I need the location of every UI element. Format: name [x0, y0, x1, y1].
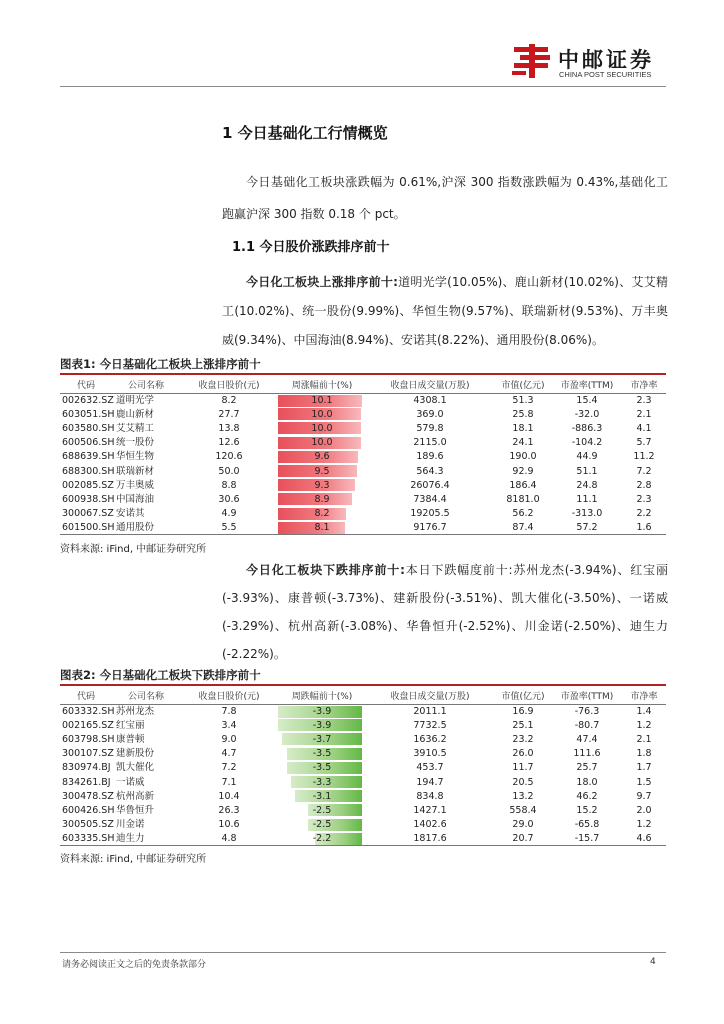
table-cell: 51.3: [512, 394, 534, 406]
table-row: [60, 775, 666, 789]
table-cell: 600426.SH: [62, 804, 115, 816]
up-ranking-text: 道明光学(10.05%)、鹿山新材(10.02%)、艾艾精工(10.02%)、统一股份(9.99%)、华恒生物(9.57%)、联瑞新材(9.53%)、万丰奥威(9.34%)、中国海油(8.94%)、安诺其(8.22%)、通用股份(8.06%)。: [222, 275, 668, 347]
table-header-cell: 市值(亿元): [494, 377, 552, 393]
table-cell: 中国海油: [116, 493, 155, 505]
table-row: [60, 464, 666, 478]
table-cell: 3910.5: [413, 748, 447, 760]
table-cell: 1.2: [636, 719, 652, 731]
table-cell: 369.0: [416, 408, 444, 420]
footer-divider: [60, 952, 666, 953]
table-cell: 万丰奥威: [116, 479, 155, 491]
table-cell: 迪生力: [112, 832, 180, 846]
change-bar-cell: [278, 704, 366, 718]
table-row: [60, 761, 666, 775]
table-cell: 834.8: [416, 790, 444, 802]
table2-header-row: [60, 688, 666, 704]
change-bar-cell: [278, 478, 366, 492]
table-cell: 50.0: [218, 465, 240, 477]
table-cell: 3.4: [221, 719, 237, 731]
table-cell: 688300.SH: [62, 465, 115, 477]
up-ranking-lead: 今日化工板块上涨排序前十:: [246, 275, 398, 289]
table-cell: 9176.7: [366, 521, 494, 535]
table-cell: 20.7: [494, 832, 552, 846]
table-cell: 11.7: [512, 762, 534, 774]
table-cell: 830974.BJ: [62, 762, 111, 774]
table-cell: 7.2: [636, 465, 652, 477]
table-header-cell: 收盘日股价(元): [180, 377, 278, 393]
table1-source: 资料来源: iFind, 中邮证券研究所: [60, 544, 207, 555]
table-cell: 红宝丽: [116, 719, 145, 731]
table-cell: 186.4: [509, 479, 537, 491]
table-cell: 11.2: [633, 451, 655, 463]
table-header-cell: 市净率: [622, 688, 666, 704]
table-cell: 002085.SZ: [62, 479, 114, 491]
intro-paragraph: 今日基础化工板块涨跌幅为 0.61%,沪深 300 指数涨跌幅为 0.43%,基础化工跑赢沪深 300 指数 0.18 个 pct。: [222, 175, 668, 221]
table-cell: 联瑞新材: [116, 465, 155, 477]
table-cell: 5.5: [180, 521, 278, 535]
table-cell: 1817.6: [366, 832, 494, 846]
change-bar-cell: [278, 818, 366, 832]
table-header-cell: 市净率: [622, 377, 666, 393]
table-cell: 13.2: [512, 790, 534, 802]
table-cell: 30.6: [218, 493, 240, 505]
table-cell: 通用股份: [112, 521, 180, 535]
table-row: [60, 450, 666, 464]
table-cell: 603335.SH: [62, 833, 115, 845]
table-cell: 57.2: [552, 521, 622, 535]
table-cell: 688639.SH: [62, 451, 115, 463]
table-row: [60, 492, 666, 506]
table-cell: 4308.1: [413, 394, 447, 406]
table-cell: 9.0: [221, 733, 237, 745]
change-bar-cell: [278, 747, 366, 761]
change-value: -3.1: [312, 790, 332, 802]
table-row: [60, 436, 666, 450]
table-cell: 603580.SH: [62, 422, 115, 434]
table-cell: 600938.SH: [62, 493, 115, 505]
down-ranking-text: 本日下跌幅度前十:苏州龙杰(-3.94%)、红宝丽(-3.93%)、康普顿(-3.73%)、建新股份(-3.51%)、凯大催化(-3.50%)、一诺威(-3.29%)、杭州高新(-3.08%)、华鲁恒升(-2.52%)、川金诺(-2.50%)、迪生力(-2.22%)。: [222, 563, 668, 661]
table2-source: 资料来源: iFind, 中邮证券研究所: [60, 854, 207, 865]
table-cell: 1402.6: [413, 819, 447, 831]
table-cell: 1.5: [636, 776, 652, 788]
table-cell: 453.7: [416, 762, 444, 774]
change-value: -3.9: [312, 705, 332, 717]
table-cell: 2.3: [636, 394, 652, 406]
table-row: [60, 421, 666, 435]
change-value: 9.5: [314, 465, 330, 477]
table-cell: 579.8: [416, 422, 444, 434]
change-value: 10.0: [311, 408, 333, 420]
table-cell: 24.8: [576, 479, 598, 491]
table-row: [60, 718, 666, 732]
table-cell: 601500.SH: [62, 522, 115, 534]
table-cell: 4.7: [221, 748, 237, 760]
table-cell: 194.7: [416, 776, 444, 788]
table-cell: -76.3: [574, 705, 600, 717]
table-cell: 300107.SZ: [62, 748, 114, 760]
table-cell: 5.7: [636, 437, 652, 449]
table1-title: 图表1: 今日基础化工板块上涨排序前十: [60, 357, 261, 371]
table-cell: 26076.4: [410, 479, 450, 491]
change-bar: [278, 522, 345, 534]
table-cell: 2.1: [636, 733, 652, 745]
table-cell: 1.8: [636, 748, 652, 760]
china-post-logo-icon: [512, 44, 554, 78]
table-cell: 11.1: [576, 493, 598, 505]
table-cell: 190.0: [509, 451, 537, 463]
table-cell: 7732.5: [413, 719, 447, 731]
logo-chinese-name: 中邮证券: [558, 48, 654, 72]
table-cell: -886.3: [571, 422, 603, 434]
table-cell: 603798.SH: [62, 733, 115, 745]
table-cell: 一诺威: [116, 776, 145, 788]
company-logo: [512, 44, 672, 80]
table-header-cell: 收盘日股价(元): [180, 688, 278, 704]
table-cell: 9.7: [636, 790, 652, 802]
footer-disclaimer: 请务必阅读正文之后的免责条款部分: [62, 960, 207, 970]
table-cell: 凯大催化: [116, 762, 155, 774]
table-cell: 艾艾精工: [116, 422, 155, 434]
table-cell: 4.6: [622, 832, 666, 846]
down-ranking-lead: 今日化工板块下跌排序前十:: [246, 563, 405, 577]
table-row: [60, 789, 666, 803]
header-divider: [60, 86, 666, 87]
table-cell: 10.6: [218, 819, 240, 831]
table-cell: 25.8: [512, 408, 534, 420]
table-row: [60, 507, 666, 521]
table-cell: 29.0: [512, 819, 534, 831]
table-cell: 564.3: [416, 465, 444, 477]
table-cell: 4.1: [636, 422, 652, 434]
change-bar-cell: [278, 464, 366, 478]
change-value: -3.7: [312, 733, 332, 745]
change-value: 10.0: [311, 437, 333, 449]
change-bar-cell: [278, 732, 366, 746]
table-cell: 26.3: [218, 804, 240, 816]
table-row: [60, 732, 666, 746]
table-header-cell: 代码: [60, 688, 112, 704]
table-row: [60, 521, 666, 535]
table-header-cell: 市值(亿元): [494, 688, 552, 704]
change-bar-cell: [278, 492, 366, 506]
table-cell: 27.7: [218, 408, 240, 420]
table-cell: 安诺其: [116, 508, 145, 520]
table-cell: 23.2: [512, 733, 534, 745]
table-cell: 18.0: [576, 776, 598, 788]
table-cell: 002165.SZ: [62, 719, 114, 731]
table-row: [60, 818, 666, 832]
change-value: -2.2: [312, 833, 332, 845]
change-bar-cell: [278, 393, 366, 407]
table-row: [60, 478, 666, 492]
table-cell: 25.7: [576, 762, 598, 774]
change-bar-cell: [278, 450, 366, 464]
table-cell: 统一股份: [116, 437, 155, 449]
table-cell: 7.8: [221, 705, 237, 717]
change-bar-cell: [278, 436, 366, 450]
table-row: [60, 803, 666, 817]
change-value: 9.3: [314, 479, 330, 491]
change-value: 10.0: [311, 422, 333, 434]
section-title: 1 今日基础化工行情概览: [222, 124, 388, 142]
table-cell: 92.9: [512, 465, 534, 477]
table-cell: 4.9: [221, 508, 237, 520]
table-cell: 1427.1: [413, 804, 447, 816]
table-cell: 2.8: [636, 479, 652, 491]
change-value: -2.5: [312, 804, 332, 816]
table-cell: 7384.4: [413, 493, 447, 505]
table-row: [60, 832, 666, 846]
table-cell: 558.4: [509, 804, 537, 816]
table-cell: 4.8: [180, 832, 278, 846]
change-value: 8.9: [314, 493, 330, 505]
table-cell: 2115.0: [413, 437, 447, 449]
table-cell: 46.2: [576, 790, 598, 802]
change-bar-cell: [278, 421, 366, 435]
table-cell: 1.2: [636, 819, 652, 831]
table2-title: 图表2: 今日基础化工板块下跌排序前十: [60, 668, 261, 682]
table-row: [60, 393, 666, 407]
table-cell: 杭州高新: [116, 790, 155, 802]
table-cell: 600506.SH: [62, 437, 115, 449]
table-cell: 川金诺: [116, 819, 145, 831]
table-cell: 300067.SZ: [62, 508, 114, 520]
table-cell: 2.3: [636, 493, 652, 505]
table-cell: 18.1: [512, 422, 534, 434]
table-cell: -65.8: [574, 819, 600, 831]
table-cell: 87.4: [494, 521, 552, 535]
table-cell: 8181.0: [506, 493, 540, 505]
losers-table: [60, 688, 666, 846]
table-row: [60, 747, 666, 761]
table-cell: 51.1: [576, 465, 598, 477]
table-cell: 24.1: [512, 437, 534, 449]
change-bar-cell: [278, 832, 366, 846]
table-cell: 603332.SH: [62, 705, 115, 717]
table-cell: 44.9: [576, 451, 598, 463]
table-cell: 10.4: [218, 790, 240, 802]
change-value: -3.9: [312, 719, 332, 731]
table-cell: 7.1: [221, 776, 237, 788]
table-cell: 25.1: [512, 719, 534, 731]
subsection-title: 1.1 今日股价涨跌排序前十: [232, 240, 390, 255]
table-cell: 2.2: [636, 508, 652, 520]
table-cell: 16.9: [512, 705, 534, 717]
table-cell: 8.2: [221, 394, 237, 406]
table1-header-row: [60, 377, 666, 393]
table-cell: 56.2: [512, 508, 534, 520]
table-cell: 300505.SZ: [62, 819, 114, 831]
table-cell: 111.6: [573, 748, 601, 760]
change-bar-cell: [278, 718, 366, 732]
change-value: -3.5: [312, 762, 332, 774]
table-header-cell: 周跌幅前十(%): [278, 688, 366, 704]
table-header-cell: 公司名称: [112, 377, 180, 393]
change-value: 10.1: [311, 394, 333, 406]
table-cell: 道明光学: [116, 394, 155, 406]
table-row: [60, 704, 666, 718]
page-number: 4: [650, 957, 656, 967]
table-cell: 603051.SH: [62, 408, 115, 420]
change-bar-cell: [278, 803, 366, 817]
table-cell: 47.4: [576, 733, 598, 745]
table-cell: 15.4: [576, 394, 598, 406]
change-value: 8.2: [314, 508, 330, 520]
table-cell: 华恒生物: [116, 451, 155, 463]
table-cell: 康普顿: [116, 733, 145, 745]
table2-title-rule: [60, 684, 666, 686]
table-cell: 189.6: [416, 451, 444, 463]
table-cell: 12.6: [218, 437, 240, 449]
table-cell: 1.7: [636, 762, 652, 774]
table1-title-rule: [60, 373, 666, 375]
table-cell: 1636.2: [413, 733, 447, 745]
change-value: 9.6: [314, 451, 330, 463]
table-cell: -313.0: [571, 508, 603, 520]
table-header-cell: 市盈率(TTM): [552, 377, 622, 393]
down-ranking-paragraph: [222, 556, 668, 668]
table-cell: -32.0: [574, 408, 600, 420]
table-cell: 8.8: [221, 479, 237, 491]
change-bar-cell: [278, 775, 366, 789]
gainers-table: [60, 377, 666, 535]
table-cell: -80.7: [574, 719, 600, 731]
change-value: 8.1: [314, 522, 330, 534]
change-bar-cell: [278, 789, 366, 803]
table-cell: 15.2: [576, 804, 598, 816]
change-bar-cell: [278, 761, 366, 775]
table-cell: 13.8: [218, 422, 240, 434]
change-value: -3.3: [312, 776, 332, 788]
table-header-cell: 代码: [60, 377, 112, 393]
table-cell: 834261.BJ: [62, 776, 111, 788]
table-cell: 19205.5: [410, 508, 450, 520]
change-bar-cell: [278, 507, 366, 521]
logo-english-name: CHINA POST SECURITIES: [559, 70, 652, 79]
change-value: -3.5: [312, 748, 332, 760]
table-header-cell: 周涨幅前十(%): [278, 377, 366, 393]
change-value: -2.5: [312, 819, 332, 831]
table-header-cell: 市盈率(TTM): [552, 688, 622, 704]
table-cell: 鹿山新材: [116, 408, 155, 420]
table-header-cell: 公司名称: [112, 688, 180, 704]
change-bar-cell: [278, 407, 366, 421]
table-row: [60, 407, 666, 421]
table-cell: -15.7: [552, 832, 622, 846]
table-cell: 苏州龙杰: [116, 705, 155, 717]
up-ranking-paragraph: [222, 268, 668, 358]
table-cell: -104.2: [571, 437, 603, 449]
table-cell: 2.1: [636, 408, 652, 420]
table-cell: 20.5: [512, 776, 534, 788]
table-cell: 002632.SZ: [62, 394, 114, 406]
table-cell: 1.6: [622, 521, 666, 535]
table-cell: 7.2: [221, 762, 237, 774]
table-header-cell: 收盘日成交量(万股): [366, 377, 494, 393]
table-cell: 300478.SZ: [62, 790, 114, 802]
change-bar: [278, 508, 346, 520]
table-header-cell: 收盘日成交量(万股): [366, 688, 494, 704]
table-cell: 2011.1: [413, 705, 447, 717]
table-cell: 2.0: [636, 804, 652, 816]
table-cell: 120.6: [215, 451, 243, 463]
table-cell: 1.4: [636, 705, 652, 717]
table-cell: 华鲁恒升: [116, 804, 155, 816]
change-bar-cell: [278, 521, 366, 535]
table-cell: 26.0: [512, 748, 534, 760]
table-cell: 建新股份: [116, 748, 155, 760]
